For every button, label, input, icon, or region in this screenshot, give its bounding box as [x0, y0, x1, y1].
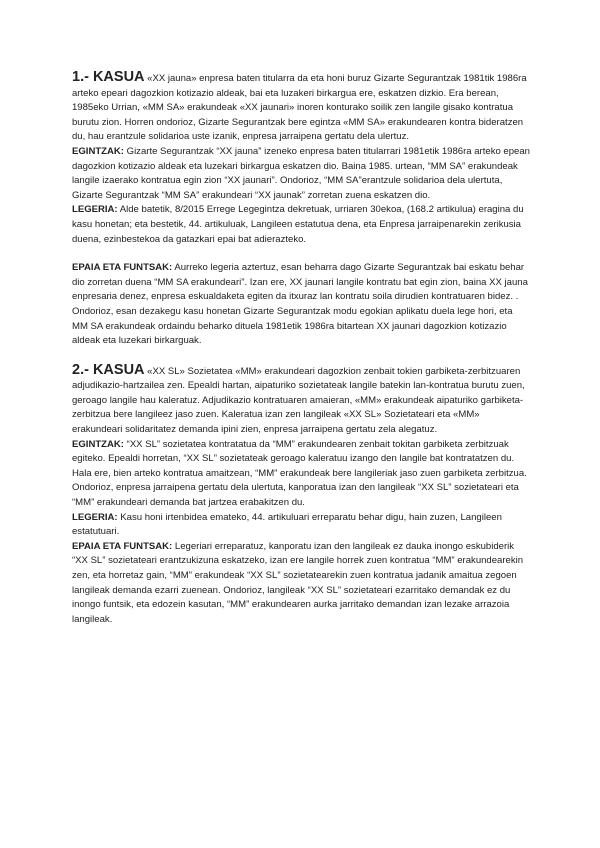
- spacer: [72, 349, 530, 363]
- case-1-egintzak-label: EGINTZAK:: [72, 145, 124, 157]
- case-2-epaia-label: EPAIA ETA FUNTSAK:: [72, 540, 173, 552]
- case-2-egintzak-label: EGINTZAK:: [72, 438, 124, 450]
- case-1-egintzak-text: Gizarte Segurantzak “XX jauna” izeneko enpresa baten titularrari 1981etik 1986ra arteko epean dagozkion kotizazio aldeak eta luzekari birkargua eskatzen dio. Baina 1985. urtean, “MM SA” erakundeak langile izaerako kontratua egin zion “XX jaunari”. Ondorioz, “MM SA”erantzule solidarioa dela ulertuta, Gizarte Segurantzak “MM SA” erakundeari “XX jaunak” zorretan zuena eskatzen dio.: [72, 145, 530, 201]
- spacer: [72, 247, 530, 261]
- case-1-intro-text: «XX jauna» enpresa baten titularra da eta honi buruz Gizarte Segurantzak 1981tik 1986ra arteko epeari dagozkion kotizazio aldeak, bai eta luzakeri birkargua ere, eskatzen dizkio. Era berean, 1985eko Urrian, «MM SA» erakundeak «XX jaunari» inoren konturako soilik zen langile gisako kontratua burutu zion. Horren ondorioz, Gizarte Segurantzak bere egintza «MM SA» erakundearen kontra bideratzen du, hau erantzule solidarioa uste izanik, enpresa jarraipena gertatu dela ulertuz.: [72, 73, 527, 143]
- case-1-legeria-label: LEGERIA:: [72, 204, 118, 216]
- case-2-epaia-text: Legeriari erreparatuz, kanporatu izan den langileak ez dauka inongo eskubiderik “XX SL” sozietateari erantzukizuna eskatzeko, izan ere langile horrek zuen kontratua “MM” erakundearekin zen, eta horretaz gain, “MM” erakundeak “XX SL” sozietatearekin zuen kontratua jadanik amaitua zegoen langileak demanda ezarri zuenean. Ondorioz, langileak “XX SL” sozietateari ezarritako demandak ez du inongo funtsik, eta edozein kasutan, “MM” erakundearen aurka jarritako demandan izan lezake arrazoia langileak.: [72, 540, 524, 625]
- case-1-epaia-paragraph: [72, 261, 530, 349]
- case-2-intro-paragraph: [72, 363, 530, 438]
- case-2-legeria-paragraph: [72, 511, 530, 540]
- case-2-egintzak-paragraph: [72, 438, 530, 511]
- case-1-legeria-paragraph: [72, 203, 530, 247]
- case-2-egintzak-text: “XX SL” sozietatea kontratatua da “MM” erakundearen zenbait tokitan garbiketa zerbitzuak egiteko. Epealdi horretan, “XX SL” sozietateak geroago kaleratuu izango den langile bat kontratatzen du. Hala ere, bien arteko kontratua amaitzean, “MM” erakundeak bere langileriak jaso zuen garbiketa zerbitzua. Ondorioz, enpresa jarraipena gertatu dela ulertuta, kanporatua izan den langileak “XX SL” sozietateari eta “MM” erakundeari demanda bat jartzea erabakitzen du.: [72, 438, 527, 509]
- case-1-heading: 1.- KASUA: [72, 69, 145, 85]
- case-2-legeria-label: LEGERIA:: [72, 511, 118, 523]
- case-2-section: [72, 363, 530, 628]
- case-1-legeria-text: Alde batetik, 8/2015 Errege Legegintza dekretuak, urriaren 30ekoa, (168.2 artikulua) eragina du kasu honetan; eta bestetik, 44. artikuluak, Langileen estatutua dena, eta Enpresa jarraipenarekin zerikusia duena, ezinbestekoa da gatazkari epai bat adierazteko.: [72, 204, 524, 245]
- case-2-intro-text: «XX SL» Sozietatea «MM» erakundeari dagozkion zenbait tokien garbiketa-zerbitzuaren adjudikazio-hartzailea zen. Epealdi hartan, aipaturiko sozietateak langile batekin lan-kontratua burutu zuen, geroago langile hau kaleratuz. Adjudikazio kontratuaren amaieran, «MM» erakundeak aipaturiko garbiketa-zerbitzua bere langileez jaso zuen. Kaleratua izan zen langileak «XX SL» Sozietateari eta «MM» erakundeari solidaritatez demanda ipini zien, enpresa jarraipena gertatu zela alegatuz.: [72, 365, 525, 436]
- case-1-egintzak-paragraph: [72, 145, 530, 203]
- case-2-heading: 2.- KASUA: [72, 361, 145, 378]
- case-1-epaia-label: EPAIA ETA FUNTSAK:: [72, 262, 173, 274]
- case-1-epaia-text: Aurreko legeria aztertuz, esan beharra dago Gizarte Segurantzak bai eskatu behar dio zorretan duena “MM SA erakundeari”. Izan ere, XX jaunari langile kontratu bat egin zion, baina XX jauna enpresaria denez, enpresa eskualdaketa egiten da itxuraz lan kontratu soila dirudien kontratuaren bidez. . Ondorioz, esan dezakegu kasu honetan Gizarte Segurantzak modu egokian aplikatu duela lege hori, eta MM SA erakundeak ordaindu beharko dituela 1981etik 1986ra bitartean XX jaunari dagozkion kotizazio aldeak eta luzekari birkarguak.: [72, 262, 528, 347]
- case-1-intro-paragraph: [72, 70, 530, 145]
- case-2-epaia-paragraph: [72, 540, 530, 628]
- case-2-legeria-text: Kasu honi irtenbidea emateko, 44. artikuluari erreparatu behar digu, hain zuzen, Langileen estatutuari.: [72, 511, 502, 538]
- document-page: [72, 70, 530, 627]
- case-1-section: [72, 70, 530, 349]
